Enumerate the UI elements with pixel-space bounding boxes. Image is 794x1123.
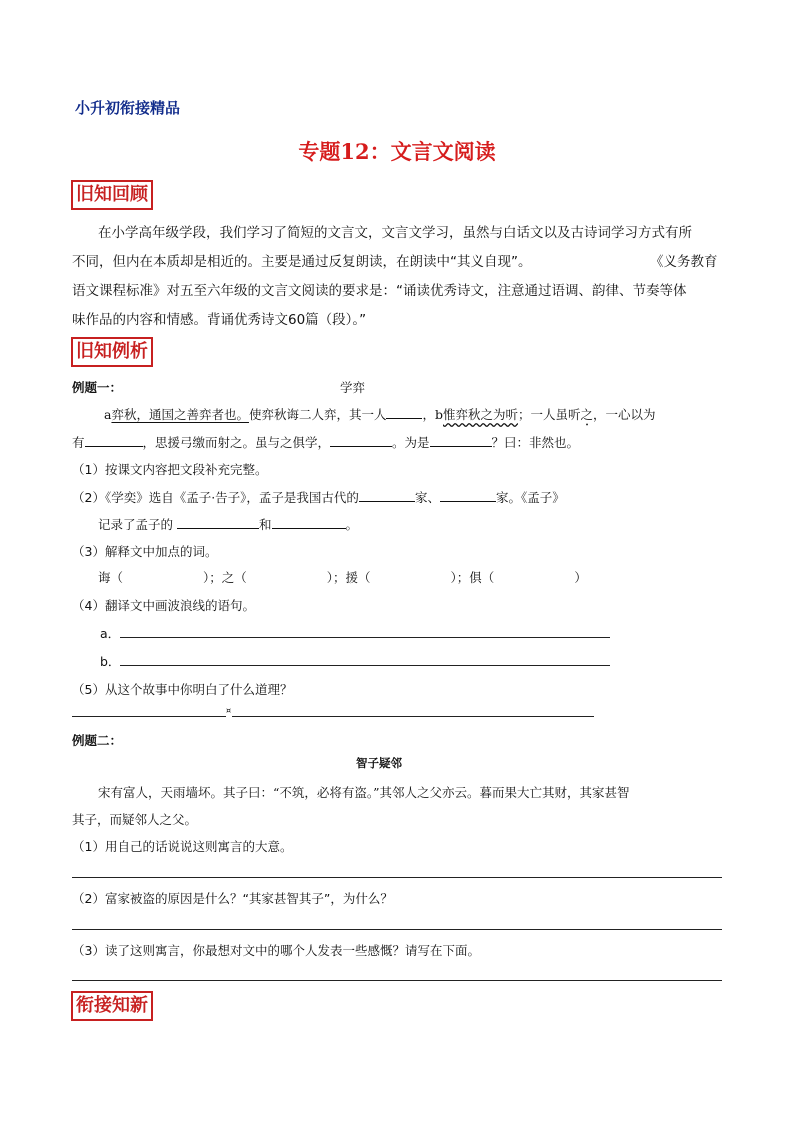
question-1-2: （2）《学奕》选自《孟子·告子》，孟子是我国古代的 家、 家。《孟子》 xyxy=(72,487,565,506)
passage-2-line-1: 宋有富人，天雨墙坏。其子曰：“不筑，必将有盗。”其邻人之父亦云。暮而果大亡其财，其家甚智 xyxy=(98,785,630,800)
blank-record-2[interactable] xyxy=(272,514,346,529)
example-1-title: 学弈 xyxy=(340,380,366,395)
answer-2-2-line[interactable] xyxy=(72,929,722,930)
word-gloss-row: 诲（ ）；之（ ）；援（ ）；俱（ ） xyxy=(98,570,587,585)
blank-school-2[interactable] xyxy=(440,487,496,502)
answer-2-3-line[interactable] xyxy=(72,980,722,981)
section-new-heading: 衔接知新 xyxy=(71,991,153,1021)
question-2-1: （1）用自己的话说说这则寓言的大意。 xyxy=(72,839,293,854)
intro-line-3: 语文课程标准》对五至六年级的文言文阅读的要求是：“诵读优秀诗文，注意通过语调、韵律、节奏等体 xyxy=(72,283,687,299)
blank-school-1[interactable] xyxy=(359,487,415,502)
passage-2-line-2: 其子，而疑邻人之父。 xyxy=(72,812,198,827)
intro-line-2b: 《义务教育 xyxy=(650,254,718,270)
passage-1-line-1: a弈秋，通国之善弈者也。使弈秋诲二人弈，其一人 ，b惟弈秋之为听；一人虽听之，一心以为 xyxy=(104,404,656,429)
example-2-title: 智子疑邻 xyxy=(356,756,402,770)
answer-b-label: b． xyxy=(100,654,121,669)
blank-3[interactable] xyxy=(430,432,492,447)
answer-5-line-left[interactable] xyxy=(72,716,226,717)
page-title: 专题12：文言文阅读 xyxy=(298,139,496,164)
intro-line-4: 味作品的内容和情感。背诵优秀诗文60篇（段）。” xyxy=(72,312,367,328)
question-1-5: （5）从这个故事中你明白了什么道理？ xyxy=(72,682,293,697)
blank-2[interactable] xyxy=(330,432,392,447)
example-1-label: 例题一： xyxy=(72,380,123,395)
intro-line-1: 在小学高年级学段，我们学习了简短的文言文，文言文学习，虽然与白话文以及古诗词学习方式有所 xyxy=(98,225,692,241)
brand-label: 小升初衔接精品 xyxy=(75,99,181,117)
question-2-2: （2）富家被盗的原因是什么？“其家甚智其子”，为什么？ xyxy=(72,891,393,906)
question-1-3: （3）解释文中加点的词。 xyxy=(72,544,218,559)
example-2-label: 例题二： xyxy=(72,733,123,748)
section-review-heading: 旧知回顾 xyxy=(71,180,153,210)
answer-a-line[interactable] xyxy=(120,637,610,638)
question-1-2-cont: 记录了孟子的 和 。 xyxy=(98,514,358,533)
section-examples-heading: 旧知例析 xyxy=(71,337,153,367)
question-2-3: （3）读了这则寓言，你最想对文中的哪个人发表一些感慨？请写在下面。 xyxy=(72,943,480,958)
passage-1-line-2: 有 ，思援弓缴而射之。虽与之俱学， 。为是 ？曰：非然也。 xyxy=(72,432,579,451)
intro-line-2: 不同，但内在本质却是相近的。主要是通过反复朗读，在朗读中“其义自现”。 xyxy=(72,254,532,270)
answer-b-line[interactable] xyxy=(120,665,610,666)
blank-1[interactable] xyxy=(85,432,143,447)
answer-2-1-line[interactable] xyxy=(72,877,722,878)
question-1-4: （4）翻译文中画波浪线的语句。 xyxy=(72,598,255,613)
answer-a-label: a． xyxy=(100,626,121,641)
answer-5-line-right[interactable] xyxy=(232,716,594,717)
blank-record-1[interactable] xyxy=(177,514,259,529)
question-1-1: （1）按课文内容把文段补充完整。 xyxy=(72,462,268,477)
answer-5-mark: ¤ xyxy=(226,706,232,715)
